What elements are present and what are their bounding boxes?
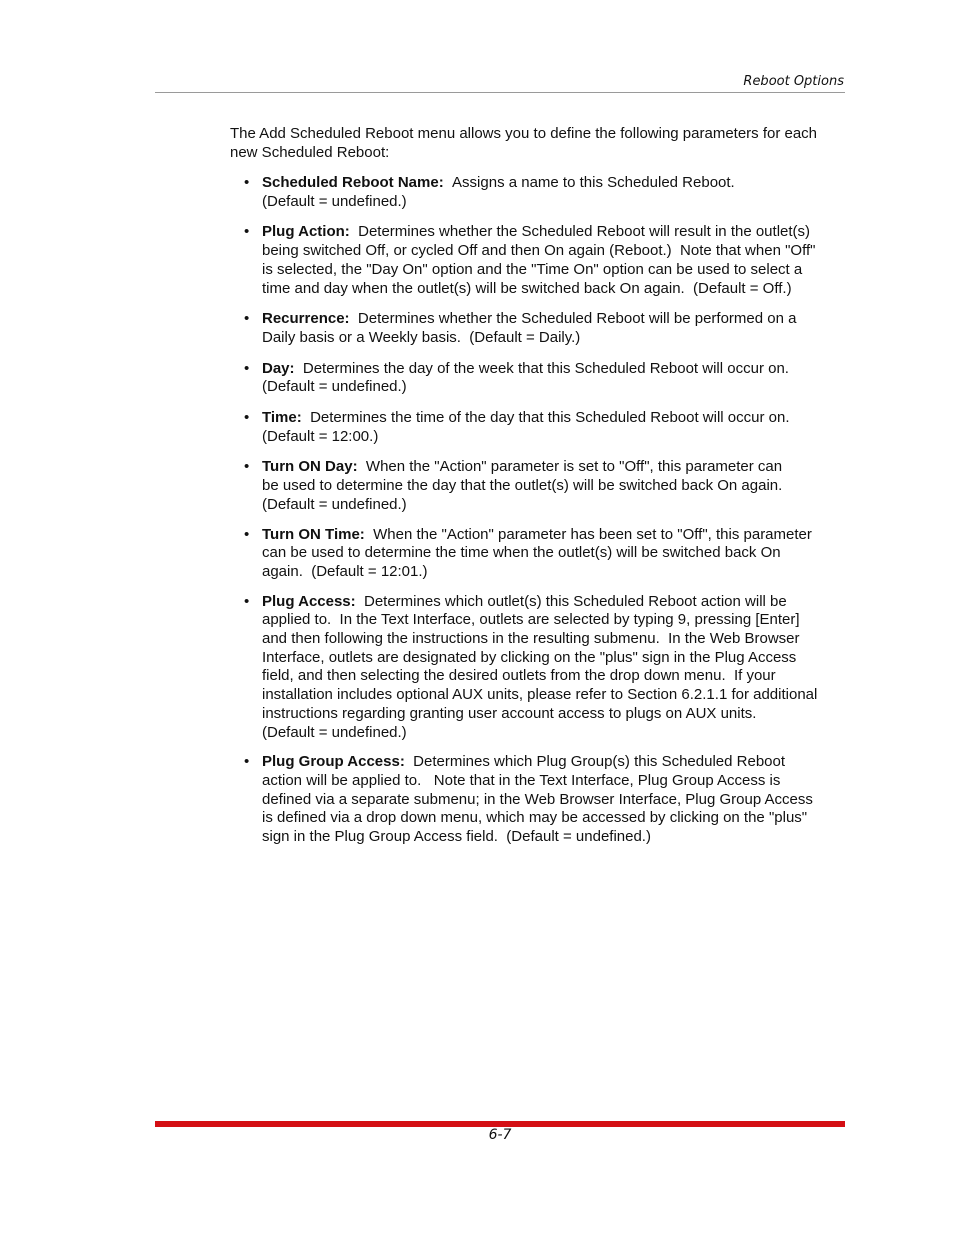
parameter-description-line: can be used to determine the time when the outlet(s) will be switched back On (262, 544, 781, 562)
bullet-marker: • (244, 753, 250, 771)
parameter-first-line (262, 593, 846, 612)
parameter-term: Time: (262, 409, 302, 427)
bullet-marker: • (244, 458, 250, 476)
bullet-marker: • (244, 525, 250, 543)
parameter-first-line (262, 753, 846, 772)
parameter-description-line: (Default = 12:00.) (262, 427, 379, 445)
parameter-item (244, 526, 846, 582)
header-divider (155, 92, 845, 93)
parameter-description-line: (Default = undefined.) (262, 723, 407, 741)
parameter-description-line: is defined via a drop down menu, which may be accessed by clicking on the "plus" (262, 809, 808, 827)
parameter-item (244, 310, 846, 347)
parameter-description: When the "Action" parameter is set to "Off", this parameter can (365, 458, 783, 476)
intro-paragraph: The Add Scheduled Reboot menu allows you to define the following parameters for each new Scheduled Reboot: (230, 125, 818, 161)
parameter-description: Determines the time of the day that this Scheduled Reboot will occur on. (310, 409, 790, 427)
parameter-item (244, 174, 846, 211)
parameter-term: Plug Group Access: (262, 753, 405, 771)
parameter-first-line (262, 223, 846, 242)
bullet-marker: • (244, 223, 250, 241)
parameter-description-line: time and day when the outlet(s) will be switched back On again. (Default = Off.) (262, 279, 792, 297)
parameter-description-line: field, and then selecting the desired outlets from the drop down menu. If your (262, 667, 776, 685)
parameter-description-line: Daily basis or a Weekly basis. (Default = Daily.) (262, 328, 581, 346)
parameter-description-line: instructions regarding granting user account access to plugs on AUX units. (262, 704, 757, 722)
parameter-description-line: be used to determine the day that the outlet(s) will be switched back On again. (262, 477, 783, 495)
parameter-description: Determines whether the Scheduled Reboot will be performed on a (357, 310, 797, 328)
parameter-item (244, 593, 846, 743)
parameter-item (244, 409, 846, 446)
parameter-description-line: defined via a separate submenu; in the Web Browser Interface, Plug Group Access (262, 790, 813, 808)
parameter-term: Recurrence: (262, 310, 350, 328)
parameter-term: Scheduled Reboot Name: (262, 174, 444, 191)
parameter-description: Determines the day of the week that this Scheduled Reboot will occur on. (302, 359, 789, 377)
parameter-description-line: (Default = undefined.) (262, 495, 407, 513)
parameter-description: Determines whether the Scheduled Reboot will result in the outlet(s) (358, 223, 811, 241)
parameter-term: Plug Access: (262, 592, 356, 610)
parameter-item (244, 753, 846, 847)
running-header-title: Reboot Options (743, 74, 844, 89)
parameter-description-line: again. (Default = 12:01.) (262, 562, 428, 580)
bullet-marker: • (244, 592, 250, 610)
bullet-marker: • (244, 310, 250, 328)
parameter-first-line (262, 409, 846, 428)
parameter-first-line (262, 360, 846, 379)
parameter-description-line: and then following the instructions in the resulting submenu. In the Web Browser (262, 630, 800, 648)
parameter-description-line: sign in the Plug Group Access field. (Default = undefined.) (262, 828, 651, 846)
bullet-marker: • (244, 174, 250, 191)
parameter-list (244, 174, 846, 847)
parameter-term: Turn ON Time: (262, 525, 365, 543)
parameter-description-line: is selected, the "Day On" option and the "Time On" option can be used to select a (262, 260, 803, 278)
parameter-description: Determines which Plug Group(s) this Scheduled Reboot (413, 753, 786, 771)
parameter-description: When the "Action" parameter has been set to "Off", this parameter (373, 525, 812, 543)
parameter-description-line: being switched Off, or cycled Off and then On again (Reboot.) Note that when "Off" (262, 242, 816, 260)
parameter-item (244, 223, 846, 298)
parameter-description-line: Interface, outlets are designated by clicking on the "plus" sign in the Plug Access (262, 648, 797, 666)
bullet-marker: • (244, 359, 250, 377)
parameter-term: Turn ON Day: (262, 458, 358, 476)
parameter-first-line (262, 174, 846, 193)
parameter-description: Assigns a name to this Scheduled Reboot. (452, 174, 735, 191)
parameter-first-line (262, 526, 846, 545)
parameter-description-line: (Default = undefined.) (262, 378, 407, 396)
bullet-marker: • (244, 409, 250, 427)
page-number: 6-7 (488, 1127, 512, 1143)
parameter-first-line (262, 458, 846, 477)
parameter-description-line: applied to. In the Text Interface, outlets are selected by typing 9, pressing [Enter] (262, 611, 800, 629)
running-header (155, 72, 844, 92)
parameter-description-line: installation includes optional AUX units, please refer to Section 6.2.1.1 for additional (262, 686, 818, 704)
parameter-term: Day: (262, 359, 295, 377)
parameter-first-line (262, 310, 846, 329)
parameter-item (244, 360, 846, 397)
parameter-description-line: action will be applied to. Note that in the Text Interface, Plug Group Access is (262, 771, 781, 789)
parameter-term: Plug Action: (262, 223, 350, 241)
parameter-item (244, 458, 846, 514)
parameter-description-line: (Default = undefined.) (262, 192, 407, 210)
parameter-description: Determines which outlet(s) this Scheduled Reboot action will be (364, 592, 787, 610)
